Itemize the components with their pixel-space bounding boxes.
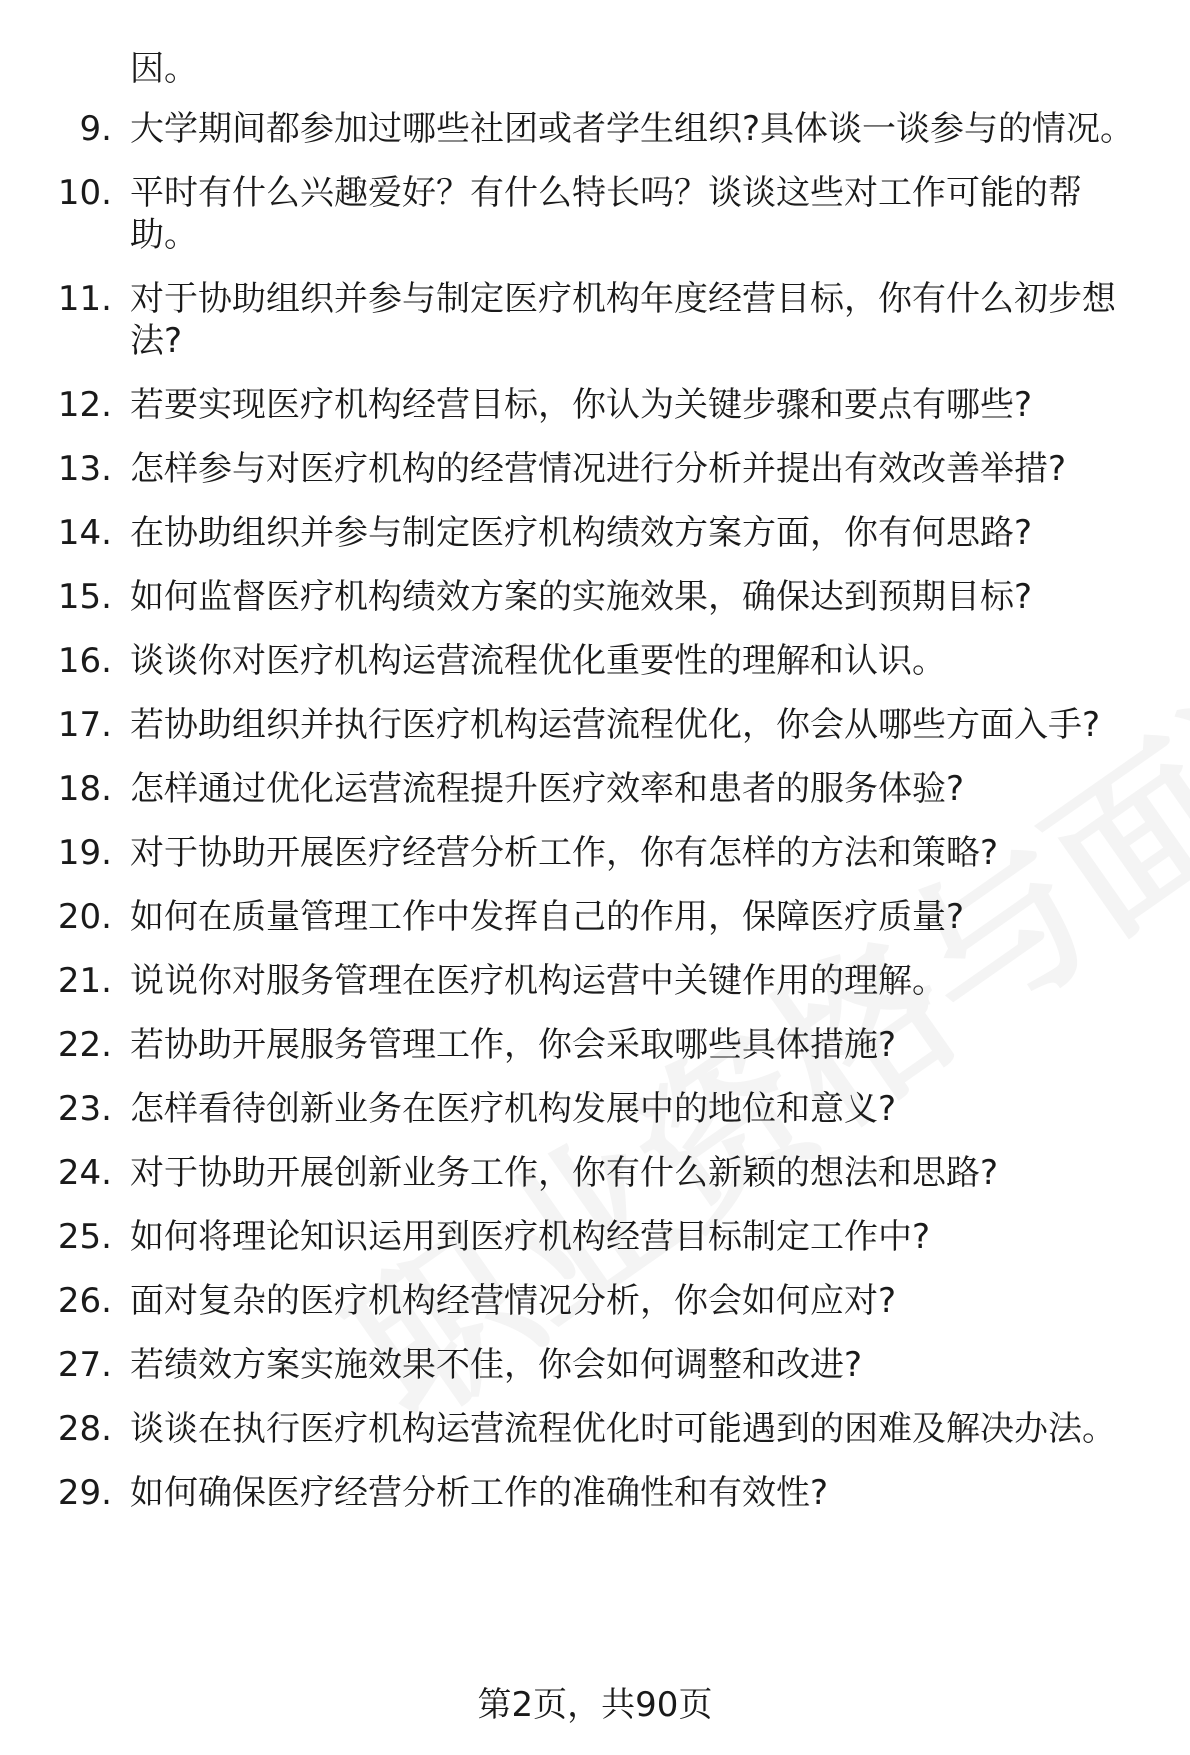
list-item	[0, 1472, 1190, 1514]
question-number: 11.	[57, 279, 112, 319]
question-number: 29.	[57, 1473, 112, 1513]
question-number: 19.	[57, 833, 112, 873]
list-item	[0, 172, 1190, 256]
question-text: 如何确保医疗经营分析工作的准确性和有效性?	[130, 1473, 829, 1513]
list-item	[0, 960, 1190, 1002]
question-number: 9.	[79, 109, 112, 149]
list-item	[0, 832, 1190, 874]
list-item	[0, 1216, 1190, 1258]
question-text: 若绩效方案实施效果不佳，你会如何调整和改进?	[130, 1345, 863, 1385]
question-text: 若要实现医疗机构经营目标，你认为关键步骤和要点有哪些?	[130, 385, 1033, 425]
question-number: 12.	[57, 385, 112, 425]
question-text: 平时有什么兴趣爱好？有什么特长吗？谈谈这些对工作可能的帮助。	[130, 173, 1082, 255]
list-item	[0, 704, 1190, 746]
question-number: 17.	[57, 705, 112, 745]
question-text: 谈谈你对医疗机构运营流程优化重要性的理解和认识。	[130, 641, 946, 681]
list-item	[0, 640, 1190, 682]
question-text: 说说你对服务管理在医疗机构运营中关键作用的理解。	[130, 961, 946, 1001]
question-text: 对于协助开展创新业务工作，你有什么新颖的想法和思路?	[130, 1153, 999, 1193]
question-text: 怎样看待创新业务在医疗机构发展中的地位和意义?	[130, 1089, 897, 1129]
question-text: 谈谈在执行医疗机构运营流程优化时可能遇到的困难及解决办法。	[130, 1409, 1116, 1449]
list-item	[0, 384, 1190, 426]
list-item	[0, 896, 1190, 938]
question-number: 26.	[57, 1281, 112, 1321]
list-item	[0, 1024, 1190, 1066]
question-text: 大学期间都参加过哪些社团或者学生组织?具体谈一谈参与的情况。	[130, 109, 1135, 149]
list-item	[0, 512, 1190, 554]
question-number: 23.	[57, 1089, 112, 1129]
question-number: 21.	[57, 961, 112, 1001]
question-list	[0, 48, 1190, 1536]
question-number: 10.	[57, 173, 112, 213]
question-number: 28.	[57, 1409, 112, 1449]
page-number-footer: 第2页，共90页	[477, 1685, 713, 1725]
question-text: 若协助开展服务管理工作，你会采取哪些具体措施?	[130, 1025, 897, 1065]
list-item	[0, 108, 1190, 150]
question-text: 如何将理论知识运用到医疗机构经营目标制定工作中?	[130, 1217, 931, 1257]
question-number: 16.	[57, 641, 112, 681]
list-item	[0, 1088, 1190, 1130]
list-item	[0, 1344, 1190, 1386]
question-text: 对于协助组织并参与制定医疗机构年度经营目标，你有什么初步想法?	[130, 279, 1116, 361]
list-item	[0, 1152, 1190, 1194]
question-text: 在协助组织并参与制定医疗机构绩效方案方面，你有何思路?	[130, 513, 1033, 553]
question-number: 13.	[57, 449, 112, 489]
question-text: 怎样通过优化运营流程提升医疗效率和患者的服务体验?	[130, 769, 965, 809]
list-item	[0, 768, 1190, 810]
question-text: 对于协助开展医疗经营分析工作，你有怎样的方法和策略?	[130, 833, 999, 873]
list-item	[0, 1408, 1190, 1450]
list-item	[0, 576, 1190, 618]
question-number: 24.	[57, 1153, 112, 1193]
question-number: 18.	[57, 769, 112, 809]
question-number: 15.	[57, 577, 112, 617]
list-item	[0, 1280, 1190, 1322]
list-item	[0, 278, 1190, 362]
question-number: 27.	[57, 1345, 112, 1385]
question-number: 20.	[57, 897, 112, 937]
question-number: 14.	[57, 513, 112, 553]
question-text: 怎样参与对医疗机构的经营情况进行分析并提出有效改善举措?	[130, 449, 1067, 489]
list-item	[0, 448, 1190, 490]
question-number: 22.	[57, 1025, 112, 1065]
question-text: 如何监督医疗机构绩效方案的实施效果，确保达到预期目标?	[130, 577, 1033, 617]
question-text: 如何在质量管理工作中发挥自己的作用，保障医疗质量?	[130, 897, 965, 937]
question-text: 因。	[130, 49, 198, 89]
question-text: 若协助组织并执行医疗机构运营流程优化，你会从哪些方面入手?	[130, 705, 1101, 745]
question-number: 25.	[57, 1217, 112, 1257]
question-text: 面对复杂的医疗机构经营情况分析，你会如何应对?	[130, 1281, 897, 1321]
list-item	[0, 48, 1190, 90]
